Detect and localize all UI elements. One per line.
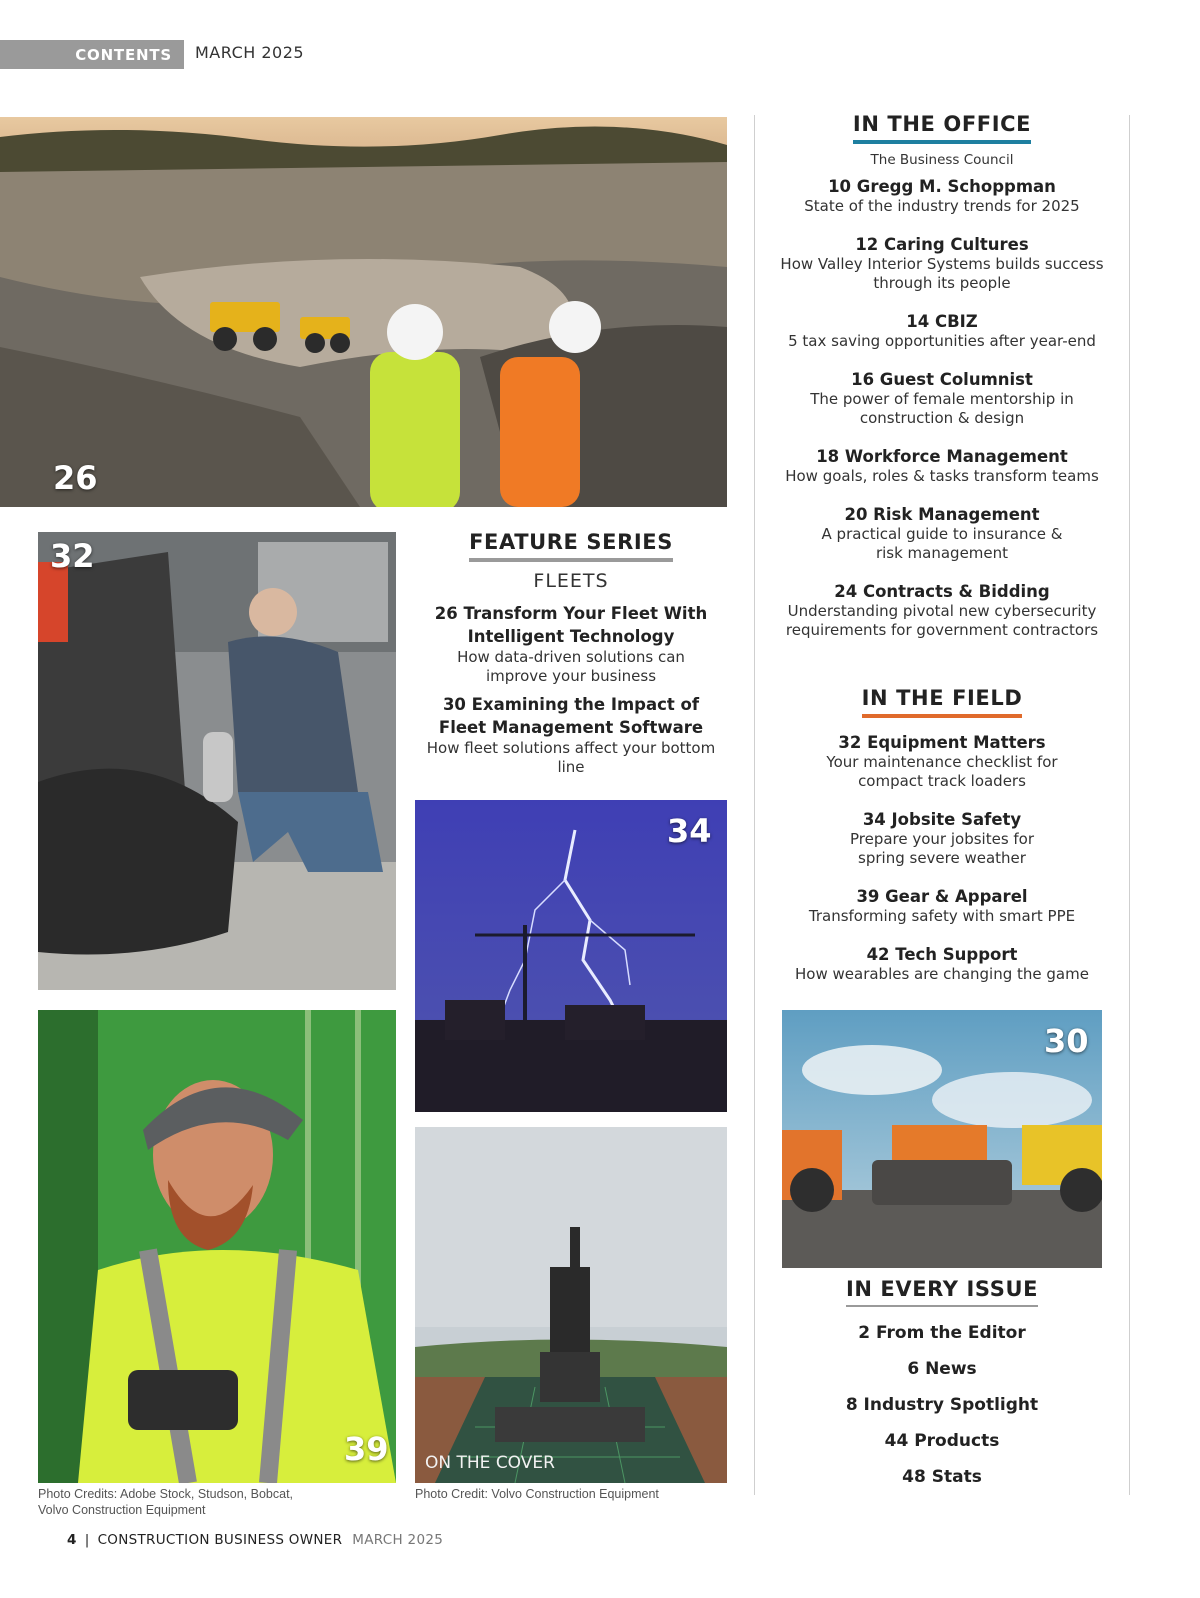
page-number-badge: 34 [667, 812, 712, 850]
toc-entry[interactable] [780, 369, 1104, 428]
toc-entry[interactable] [780, 944, 1104, 984]
toc-entry[interactable]: 48 Stats [902, 1467, 982, 1487]
entry-title: 30 Examining the Impact of Fleet Management Software [438, 695, 704, 737]
feature-series-section [415, 530, 727, 784]
page-number-badge: 32 [50, 537, 95, 575]
section-title: IN EVERY ISSUE [846, 1277, 1038, 1307]
entry-description: The power of female mentorship in construction & design [810, 390, 1074, 427]
toc-entry[interactable] [415, 602, 727, 686]
credit-line: Photo Credit: Volvo Construction Equipment [415, 1487, 659, 1501]
entry-title: 16 Guest Columnist [851, 370, 1033, 389]
photo-credits-left [38, 1486, 293, 1518]
photo-credits-right [415, 1486, 659, 1502]
entry-title: 26 Transform Your Fleet With Intelligent Technology [434, 604, 708, 646]
cover-illustration [415, 1127, 727, 1483]
toc-entry[interactable]: 8 Industry Spotlight [845, 1395, 1039, 1415]
credit-line: Photo Credits: Adobe Stock, Studson, Bobcat, [38, 1487, 294, 1501]
entry-description: How wearables are changing the game [795, 965, 1089, 983]
page-number-badge: 39 [344, 1430, 389, 1468]
toc-entry[interactable] [780, 311, 1104, 351]
entry-title: 10 Gregg M. Schoppman [828, 177, 1056, 196]
entry-title: 12 Caring Cultures [855, 235, 1029, 254]
entry-title: 34 Jobsite Safety [862, 810, 1022, 829]
entry-description: How data-driven solutions can improve your business [457, 648, 685, 685]
section-kicker: The Business Council [870, 152, 1014, 168]
entry-description: State of the industry trends for 2025 [804, 197, 1080, 215]
section-title: IN THE FIELD [862, 686, 1023, 718]
contents-label-bar [0, 40, 184, 69]
toc-entry[interactable] [780, 504, 1104, 563]
entry-description: A practical guide to insurance & risk management [821, 525, 1063, 562]
quarry-photo[interactable] [0, 117, 727, 507]
toc-entry[interactable] [780, 809, 1104, 868]
toc-entry[interactable] [780, 446, 1104, 486]
entry-title: 14 CBIZ [906, 312, 978, 331]
toc-entry[interactable] [780, 581, 1104, 640]
page-number-badge: 26 [53, 459, 98, 497]
issue-date: MARCH 2025 [195, 43, 305, 62]
entry-description: Your maintenance checklist for compact track loaders [826, 753, 1058, 790]
credit-line: Volvo Construction Equipment [38, 1503, 206, 1517]
in-every-issue-section [780, 1277, 1104, 1503]
worker-photo[interactable] [38, 1010, 396, 1483]
toc-entry[interactable]: 6 News [907, 1359, 977, 1379]
section-title: FEATURE SERIES [469, 530, 673, 562]
entry-description: How goals, roles & tasks transform teams [785, 467, 1099, 485]
in-the-office-section [780, 112, 1104, 658]
worker-illustration [38, 1010, 396, 1483]
entry-description: Prepare your jobsites for spring severe weather [849, 830, 1035, 867]
in-the-field-section [780, 686, 1104, 1002]
column-divider [754, 115, 755, 1495]
toc-entry[interactable]: 44 Products [884, 1431, 1000, 1451]
entry-title: 39 Gear & Apparel [856, 887, 1028, 906]
toc-entry[interactable] [780, 234, 1104, 293]
rollers-photo[interactable] [782, 1010, 1102, 1268]
contents-label: CONTENTS [75, 45, 172, 64]
cover-caption: ON THE COVER [425, 1453, 555, 1473]
entry-description: 5 tax saving opportunities after year-end [788, 332, 1096, 350]
page-footer [67, 1532, 443, 1548]
footer-separator: | [84, 1532, 90, 1548]
lightning-photo[interactable] [415, 800, 727, 1112]
toc-entry[interactable]: 2 From the Editor [858, 1323, 1026, 1343]
entry-description: How Valley Interior Systems builds success through its people [780, 255, 1104, 292]
entry-title: 42 Tech Support [866, 945, 1018, 964]
feature-subtitle: FLEETS [533, 570, 609, 592]
mechanic-photo[interactable] [38, 532, 396, 990]
toc-entry[interactable] [415, 693, 727, 777]
page-number: 4 [67, 1532, 77, 1548]
entry-description: Understanding pivotal new cybersecurity requirements for government contractors [785, 602, 1099, 639]
entry-description: Transforming safety with smart PPE [808, 907, 1076, 925]
toc-entry[interactable] [780, 732, 1104, 791]
quarry-illustration [0, 117, 727, 507]
column-divider [1129, 115, 1130, 1495]
entry-title: 32 Equipment Matters [838, 733, 1046, 752]
page-number-badge: 30 [1044, 1022, 1089, 1060]
mechanic-illustration [38, 532, 396, 990]
footer-date: MARCH 2025 [352, 1532, 444, 1548]
entry-title: 20 Risk Management [844, 505, 1040, 524]
toc-entry[interactable] [780, 886, 1104, 926]
entry-description: How fleet solutions affect your bottom line [426, 739, 716, 776]
cover-photo[interactable] [415, 1127, 727, 1483]
toc-entry[interactable] [780, 176, 1104, 216]
section-title: IN THE OFFICE [853, 112, 1031, 144]
entry-title: 24 Contracts & Bidding [834, 582, 1050, 601]
entry-title: 18 Workforce Management [816, 447, 1068, 466]
publication-name: CONSTRUCTION BUSINESS OWNER [97, 1532, 343, 1548]
